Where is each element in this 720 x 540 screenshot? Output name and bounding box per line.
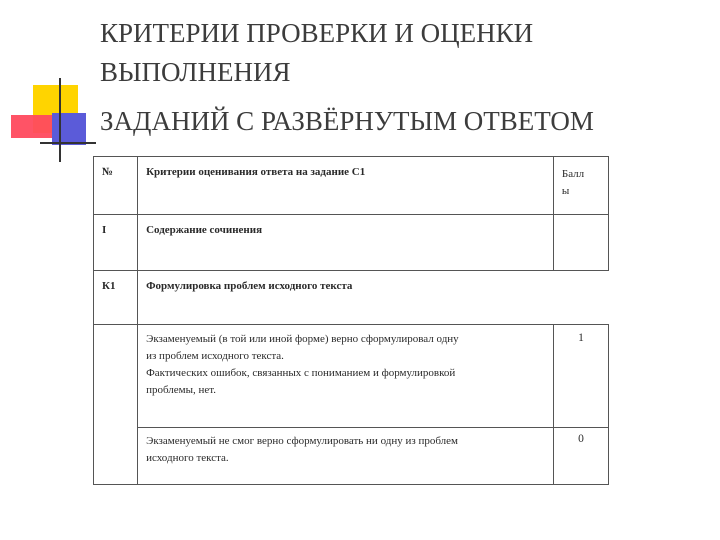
header-score-line1: Балл (561, 168, 585, 180)
row-1-score-cell (553, 325, 608, 428)
section-label: Содержание сочинения (146, 224, 263, 236)
section-label-cell (138, 215, 554, 271)
header-criterion: Критерии оценивания ответа на задание С1 (146, 166, 366, 178)
row-2-text-line1: Экзаменуемый не смог верно сформулировать ни одну из проблем (146, 435, 459, 447)
row-2-score-cell (553, 428, 608, 485)
row-1-text-line2: из проблем исходного текста. (146, 350, 284, 362)
section-num-cell (94, 215, 138, 271)
header-score (554, 157, 608, 200)
section-row (94, 215, 609, 271)
table-row (94, 325, 609, 428)
row-1-text (138, 325, 553, 399)
header-criterion-cell (138, 157, 554, 215)
title-line-1: КРИТЕРИИ ПРОВЕРКИ И ОЦЕНКИ (100, 18, 534, 48)
row-1-text-line4: проблемы, нет. (146, 384, 217, 396)
page-title (100, 14, 700, 141)
row-2-text-cell (138, 428, 554, 485)
header-num: № (102, 166, 114, 178)
row-2-score: 0 (578, 433, 584, 445)
k1-num-cell (94, 271, 138, 325)
ornament-red-bar (11, 115, 54, 138)
ornament-blue-square (52, 113, 86, 145)
title-line-3: ЗАДАНИЙ С РАЗВЁРНУТЫМ ОТВЕТОМ (100, 106, 594, 136)
table-row (94, 428, 609, 485)
k1-label-cell (138, 271, 609, 325)
section-score-cell (553, 215, 608, 271)
row-num-empty-cell (94, 325, 138, 485)
table-header-row (94, 157, 609, 215)
section-num: I (102, 224, 107, 236)
k1-row (94, 271, 609, 325)
ornament-horizontal-line (40, 142, 96, 144)
row-1-text-cell (138, 325, 554, 428)
row-2-text-line2: исходного текста. (146, 452, 229, 464)
header-num-cell (94, 157, 138, 215)
header-score-cell (553, 157, 608, 215)
row-1-text-line3: Фактических ошибок, связанных с пониманием и формулировкой (146, 367, 456, 379)
k1-label: Формулировка проблем исходного текста (146, 280, 353, 292)
header-score-line2: ы (561, 185, 570, 197)
k1-num: К1 (102, 280, 116, 292)
row-1-text-line1: Экзаменуемый (в той или иной форме) верно сформулировал одну (146, 333, 459, 345)
title-line-2: ВЫПОЛНЕНИЯ (100, 57, 291, 87)
criteria-table (93, 156, 609, 485)
row-1-score: 1 (578, 332, 584, 344)
ornament-vertical-line (59, 78, 61, 162)
row-2-text (138, 428, 553, 467)
